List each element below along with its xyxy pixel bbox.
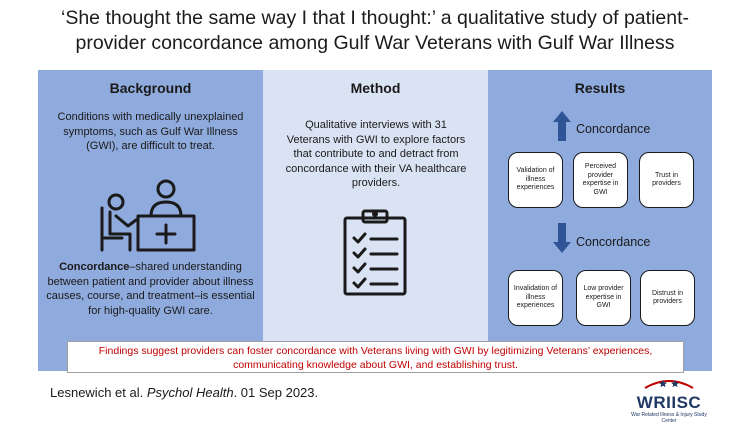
arrow-up-icon	[552, 110, 572, 142]
factor-invalidation: Invalidation of illness experiences	[508, 270, 563, 326]
logo-subtitle: War Related Illness & Injury Study Center	[631, 412, 707, 424]
clipboard-checklist-icon	[339, 208, 411, 296]
title-line-1: ‘She thought the same way I that I thought:’ a qualitative study of patient-	[61, 7, 689, 29]
concordance-definition-text: –shared understanding between patient and provider about illness causes, course, and treatment–is essential for high-quality GWI care.	[46, 261, 255, 317]
method-panel	[263, 70, 488, 371]
factor-validation: Validation of illness experiences	[508, 152, 563, 208]
factor-perceived-expertise: Perceived provider expertise in GWI	[573, 152, 628, 208]
concordance-up-label: Concordance	[576, 122, 651, 136]
logo-wordmark: WRIISC	[636, 393, 702, 412]
title-line-2: provider concordance among Gulf War Veterans with Gulf War Illness	[75, 32, 675, 54]
citation-journal: Psychol Health	[146, 385, 234, 400]
background-heading: Background	[109, 80, 192, 96]
infographic-title	[0, 6, 750, 56]
factor-distrust: Distrust in providers	[640, 270, 695, 326]
wriisc-logo	[630, 376, 708, 424]
citation	[50, 385, 318, 400]
results-heading: Results	[574, 80, 626, 96]
factor-low-expertise: Low provider expertise in GWI	[576, 270, 631, 326]
citation-authors: Lesnewich et al.	[50, 385, 147, 400]
patient-provider-desk-icon	[96, 178, 206, 256]
concordance-down-label: Concordance	[576, 235, 651, 249]
concordance-definition	[44, 260, 257, 318]
method-text: Qualitative interviews with 31 Veterans with GWI to explore factors that contribute to and detract from concordance with their VA healthcare providers.	[285, 119, 467, 189]
findings-banner: Findings suggest providers can foster concordance with Veterans living with GWI by legitimizing Veterans’ experiences, communicating knowledge about GWI, and establishing trust.	[67, 341, 684, 373]
logo-arc-stars-icon	[639, 377, 699, 389]
citation-date: . 01 Sep 2023.	[233, 385, 319, 400]
concordance-term: Concordance	[59, 261, 130, 273]
method-heading: Method	[350, 80, 401, 96]
background-text: Conditions with medically unexplained symptoms, such as Gulf War Illness (GWI), are difficult to treat.	[57, 111, 244, 152]
results-panel	[488, 70, 712, 371]
background-panel	[38, 70, 263, 371]
factor-trust: Trust in providers	[639, 152, 694, 208]
arrow-down-icon	[552, 222, 572, 254]
